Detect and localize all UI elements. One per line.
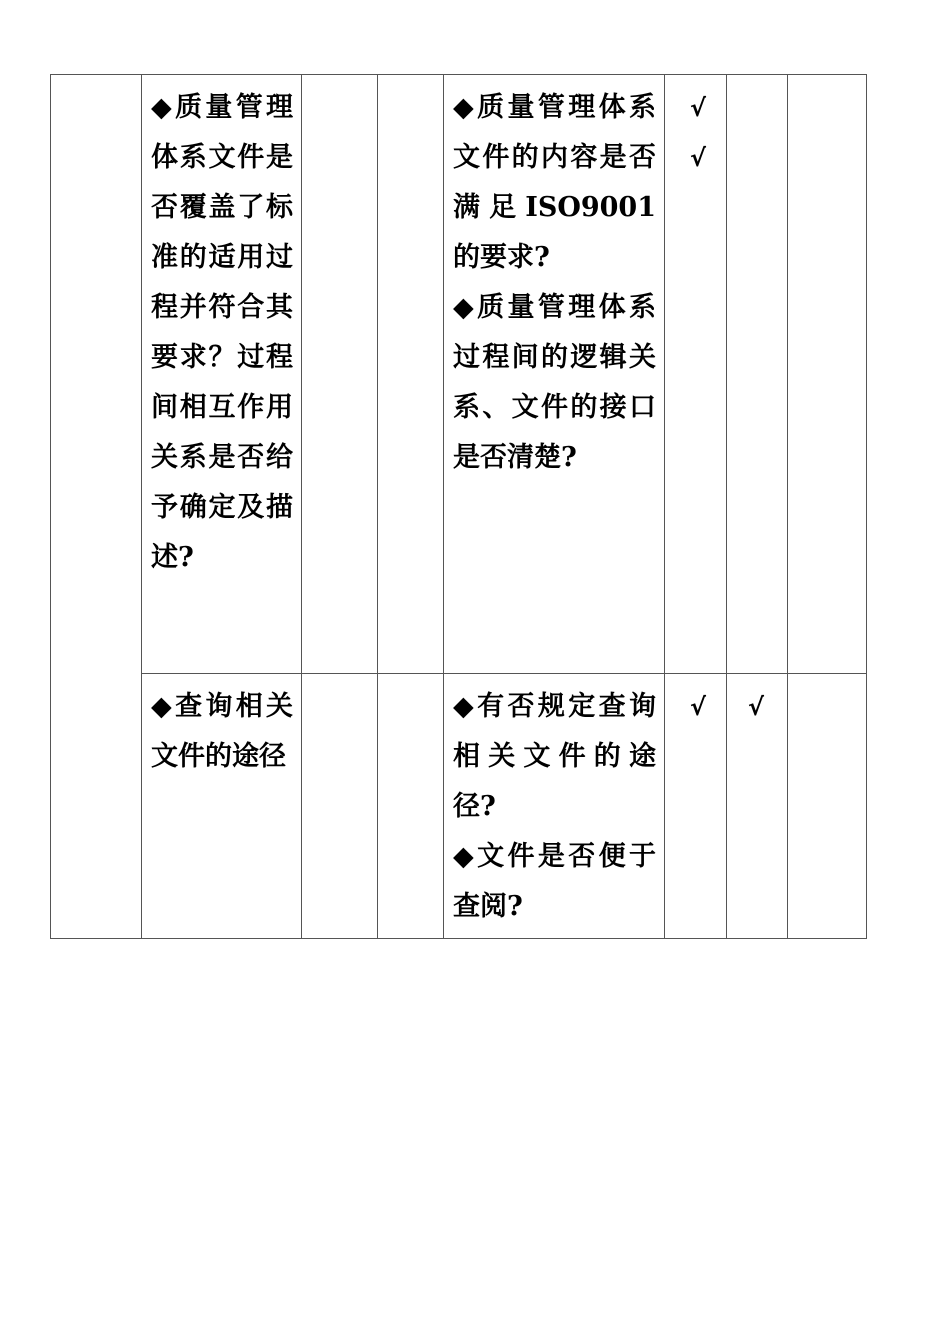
audit-item-text: ◆质量管理体系文件是否覆盖了标准的适用过程并符合其要求？过程间相互作用关系是否给予确定及描述? bbox=[151, 92, 293, 573]
result-cell-b bbox=[727, 674, 788, 939]
empty-cell bbox=[378, 674, 444, 939]
result-cell-a bbox=[665, 75, 727, 674]
checkmark-icon: √ bbox=[690, 144, 707, 172]
check-point-text: ◆质量管理体系文件的内容是否满足ISO9001的要求? bbox=[453, 92, 656, 273]
result-cell-a bbox=[665, 674, 727, 939]
check-point-text: ◆质量管理体系过程间的逻辑关系、文件的接口是否清楚? bbox=[453, 292, 656, 473]
result-cell-b bbox=[727, 75, 788, 674]
empty-cell bbox=[302, 75, 378, 674]
checkmark-icon: √ bbox=[748, 693, 765, 721]
table-row bbox=[51, 75, 867, 674]
audit-checklist-table bbox=[50, 74, 867, 939]
checkmark-icon: √ bbox=[690, 693, 707, 721]
check-points-cell bbox=[444, 674, 665, 939]
category-cell bbox=[51, 75, 142, 939]
empty-cell bbox=[378, 75, 444, 674]
audit-item-cell bbox=[142, 674, 302, 939]
empty-cell bbox=[302, 674, 378, 939]
check-point-text: ◆有否规定查询相关文件的途径? bbox=[453, 691, 656, 822]
audit-item-cell bbox=[142, 75, 302, 674]
check-points-cell bbox=[444, 75, 665, 674]
table-row bbox=[51, 674, 867, 939]
result-cell-c bbox=[788, 75, 867, 674]
result-cell-c bbox=[788, 674, 867, 939]
audit-item-text: ◆查询相关文件的途径 bbox=[151, 691, 293, 772]
checkmark-icon: √ bbox=[690, 94, 707, 122]
check-point-text: ◆文件是否便于查阅? bbox=[453, 841, 656, 922]
